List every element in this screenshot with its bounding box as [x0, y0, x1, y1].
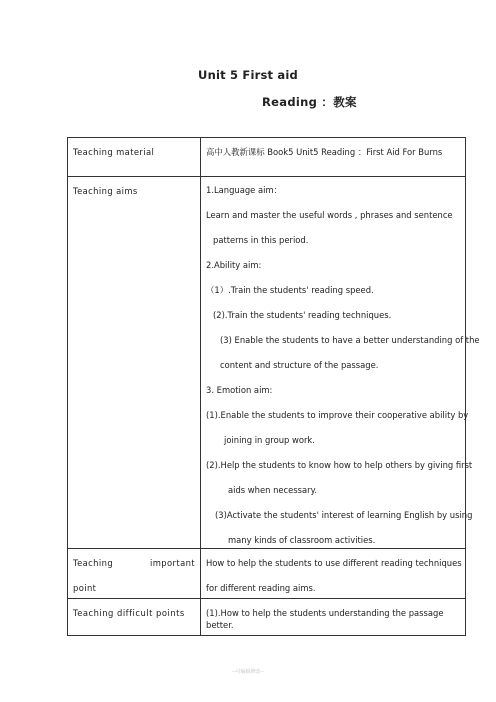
- aims-line: many kinds of classroom activities.: [228, 535, 376, 545]
- table-row: [68, 599, 466, 636]
- teaching-material-value: 高中人教新课标 Book5 Unit5 Reading ：First Aid For Burns: [201, 138, 466, 177]
- teaching-difficult-points-label: Teaching difficult points: [68, 599, 201, 636]
- aims-line: 3. Emotion aim:: [206, 385, 273, 395]
- teaching-difficult-points-value: (1).How to help the students understanding the passage better.: [201, 599, 466, 636]
- aims-line: (2).Help the students to know how to help others by giving first: [206, 460, 473, 470]
- aims-line: joining in group work.: [224, 435, 315, 445]
- teaching-material-label: Teaching material: [68, 138, 201, 177]
- aims-line: 1.Language aim：: [206, 185, 282, 195]
- important-line: for different reading aims.: [206, 583, 316, 593]
- teaching-important-point-value: [201, 549, 466, 599]
- label-word: important: [150, 558, 195, 568]
- table-row: [68, 549, 466, 599]
- table-row: [68, 177, 466, 549]
- aims-line: content and structure of the passage.: [220, 360, 379, 370]
- aims-line: (2).Train the students' reading techniques.: [213, 310, 392, 320]
- page-footer: --可编辑修改--: [231, 669, 265, 675]
- table-row: [68, 138, 466, 177]
- teaching-aims-label: Teaching aims: [68, 177, 201, 549]
- label-word: Teaching: [73, 558, 114, 568]
- teaching-aims-value: [201, 177, 480, 549]
- aims-line: (1).Enable the students to improve their cooperative ability by: [206, 410, 469, 420]
- aims-line: (3)Activate the students' interest of learning English by using: [215, 510, 473, 520]
- document-subtitle: Reading ：教案: [262, 95, 357, 109]
- aims-line: aids when necessary.: [228, 485, 318, 495]
- aims-line: （1）.Train the students' reading speed.: [206, 285, 374, 295]
- aims-line: 2.Ability aim:: [206, 260, 262, 270]
- aims-line: Learn and master the useful words , phrases and sentence: [206, 210, 453, 220]
- document-title: Unit 5 First aid: [198, 68, 298, 82]
- aims-line: (3) Enable the students to have a better understanding of the: [220, 335, 480, 345]
- aims-line: patterns in this period.: [213, 235, 309, 245]
- teaching-important-point-label: [68, 549, 201, 599]
- lesson-plan-table: [67, 137, 480, 636]
- important-line: How to help the students to use different reading techniques: [206, 558, 462, 568]
- label-word: point: [73, 583, 97, 593]
